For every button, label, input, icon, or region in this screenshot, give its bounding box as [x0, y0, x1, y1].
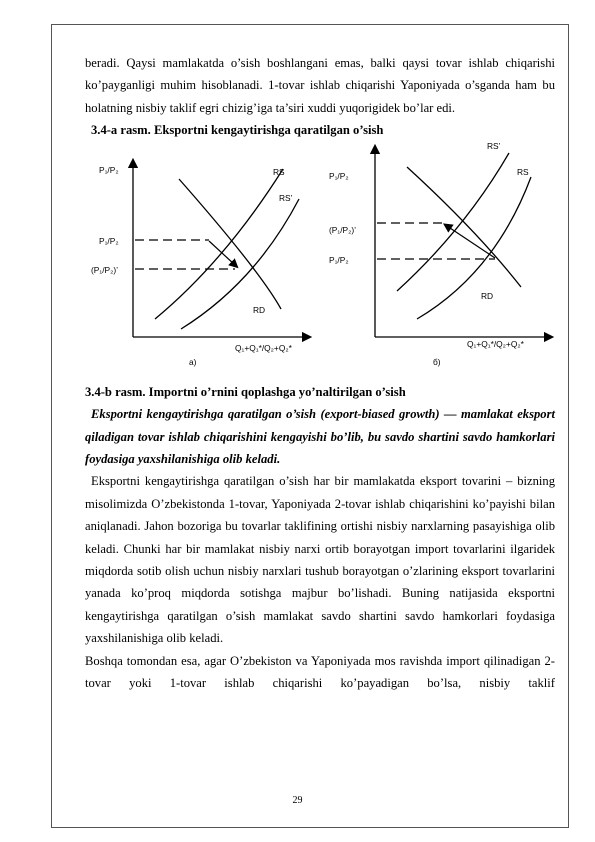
graph-a-x-label: Q₁+Q₁*/Q₂+Q₂* — [235, 343, 292, 354]
page-content — [85, 52, 555, 695]
graph-a-rd-curve — [179, 179, 281, 309]
figure-b-caption: 3.4-b rasm. Importni o’rnini qoplashga yo’naltirilgan o’sish — [85, 385, 406, 400]
page-number: 29 — [292, 795, 303, 806]
graph-a-y-label: P₁/P₂ — [99, 165, 119, 176]
body-paragraph-2: Boshqa tomondan esa, agar O’zbekiston va Yaponiyada mos ravishda import qilinadigan 2-tovar yoki 1-tovar ishlab chiqarishi ko’payadigan bo’lsa, nisbiy taklif — [85, 653, 555, 691]
figure-a-caption: 3.4-a rasm. Eksportni kengaytirishga qaratilgan o’sish — [91, 123, 384, 138]
figure-graphs — [85, 141, 555, 381]
intro-paragraph: beradi. Qaysi mamlakatda o’sish boshlangani emas, balki qaysi tovar ishlab chiqarishi ko’payganligi muhim hisoblanadi. 1-tovar ishlab chiqarishi Yaponiyada o’sganda ham bu holatning nisbiy taklif egri chizig’iga ta’siri xuddi yuqorigidek bo’lar edi. — [85, 56, 555, 115]
body-paragraph-1: Eksportni kengaytirishga qaratilgan o’sish har bir mamlakatda eksport tovarini – bizning misolimizda O’zbekistonda 1-tovar, Yaponiyada 2-tovar ishlab chiqarishini ko’payishi bilan aniqlanadi. Jahon bozoriga bu tovarlar taklifining ortishi nisbiy narxlarning pasayishiga olib keladi. Chunki har bir mamlakat nisbiy narxi ortib borayotgan import tovarlarini ilgaridek miqdorda sotib olish uchun nisbiy narxlari tushub borayotgan o’zlarining eksport tovarlarini yanada ko’proq miqdorda sotishga majbur bo’lishadi. Buning natijasida eksportni kengaytirishga qaratilgan o’sish mamlakat savdo shartini savdo hamkorlari foydasiga yaxshilanishiga olib keladi. — [85, 474, 555, 646]
graph-b-panel-label: б) — [433, 357, 441, 368]
graph-a — [91, 163, 307, 367]
graphs-svg — [85, 141, 555, 381]
graph-a-rs-prime-label: RS’ — [279, 193, 293, 204]
graph-b-shift-arrow — [447, 226, 495, 258]
graph-b-rs-curve — [417, 177, 531, 319]
graph-b-p1-prime-label: (P₁/P₂)’ — [329, 225, 357, 236]
graph-a-shift-arrow — [209, 241, 235, 265]
graph-a-rs-label: RS — [273, 167, 285, 178]
graph-a-p1-label: P₁/P₂ — [99, 236, 119, 247]
graph-b-p1-label: P₁/P₂ — [329, 255, 349, 266]
graph-a-rs-curve — [155, 169, 283, 319]
graph-a-p1-prime-label: (P₁/P₂)’ — [91, 265, 119, 276]
graph-a-rd-label: RD — [253, 305, 266, 316]
graph-b-rd-curve — [407, 167, 521, 287]
graph-b-rd-label: RD — [481, 291, 494, 302]
graph-a-rs-prime-curve — [181, 199, 299, 329]
graph-b-y-label: P₁/P₂ — [329, 171, 349, 182]
graph-b-rs-label: RS — [517, 167, 529, 178]
graph-a-panel-label: a) — [189, 357, 197, 368]
graph-b-rs-prime-label: RS’ — [487, 141, 501, 152]
definition-paragraph: Eksportni kengaytirishga qaratilgan o’sish (export-biased growth) — mamlakat eksport qiladigan tovar ishlab chiqarishini kengayishi bo’lib, bu savdo shartini savdo hamkorlari foydasiga yaxshilanishiga olib keladi. — [85, 407, 555, 467]
graph-b — [329, 141, 549, 367]
graph-b-x-label: Q₁+Q₁*/Q₂+Q₂* — [467, 339, 524, 350]
